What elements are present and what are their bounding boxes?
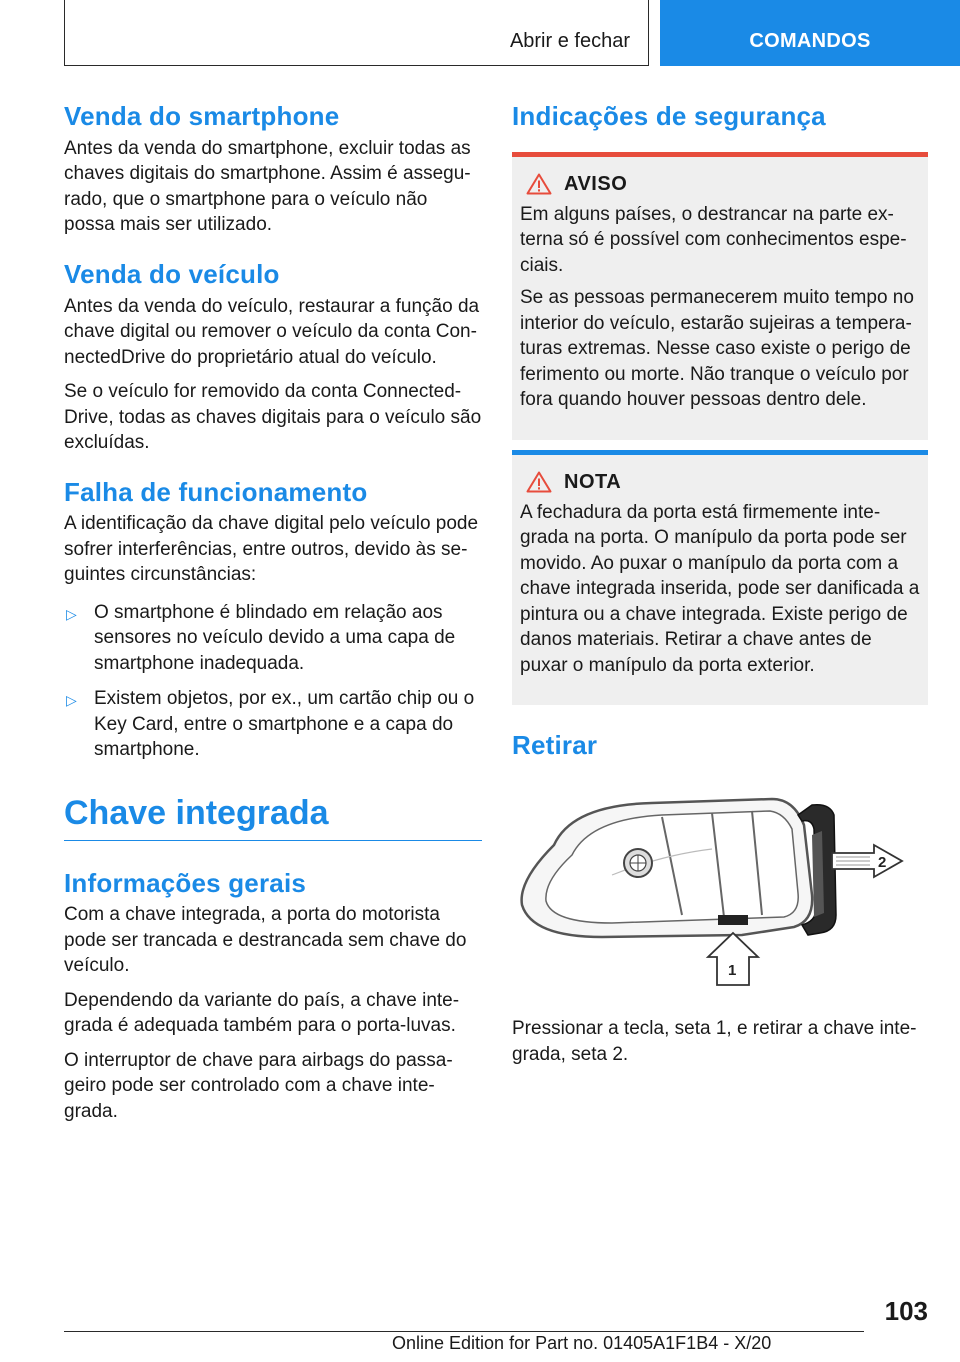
header-section-title: Abrir e fechar <box>509 30 630 52</box>
section-title-general-info: Informações gerais <box>64 867 307 898</box>
paragraph: Em alguns países, o destrancar na parte externa só é possível com conhecimentos especiais. <box>520 203 907 276</box>
chapter-title-integrated-key: Chave integrada <box>64 793 482 841</box>
warning-header <box>520 471 920 494</box>
paragraph: A fechadura da porta está firmemente integrada na porta. O manípulo da porta pode ser movido. Ao puxar o manípulo da porta com a chave integrada inserida, pode ser danificada a pintura ou a chave integrada. Existe perigo de danos materiais. Retirar a chave antes de puxar o manípulo da porta exterior. <box>520 501 920 676</box>
section-title-remove: Retirar <box>512 730 598 761</box>
section-title-safety: Indicações de segurança <box>512 101 826 131</box>
warning-box-nota <box>512 450 928 706</box>
paragraph: Dependendo da variante do país, a chave integrada é adequada também para o porta-luvas. <box>64 989 460 1037</box>
list-item <box>64 686 482 763</box>
warning-triangle-icon <box>526 471 552 493</box>
footer-edition-text: Online Edition for Part no. 01405A1F1B4 - X/20 <box>392 1333 772 1353</box>
warning-label: NOTA <box>564 470 622 493</box>
paragraph: Antes da venda do smartphone, excluir todas as chaves digitais do smartphone. Assim é assegurado, que o smartphone para o veículo não possa mais ser utilizado. <box>64 137 471 236</box>
warning-box-aviso <box>512 152 928 440</box>
key-removal-illustration <box>512 785 928 995</box>
release-button <box>718 915 748 925</box>
header-chapter-tab: COMANDOS <box>660 0 960 66</box>
warning-header <box>520 173 920 196</box>
section-title-malfunction: Falha de funcionamento <box>64 476 368 507</box>
page-number: 103 <box>884 1296 928 1326</box>
right-column <box>512 100 928 1076</box>
paragraph: Com a chave integrada, a porta do motorista pode ser trancada e destrancada sem chave do veículo. <box>64 904 467 977</box>
footer-divider <box>64 1331 864 1332</box>
triangle-bullet-icon: ▷ <box>66 605 77 622</box>
paragraph: Se as pessoas permanecerem muito tempo no interior do veículo, estarão sujeiras a temperaturas extremas. Nesse caso existe o perigo de ferimento ou morte. Não tranque o veículo por fora quando houver pessoas dentro dele. <box>520 287 914 411</box>
triangle-bullet-icon: ▷ <box>66 692 77 709</box>
header-box <box>64 0 649 66</box>
list-item-text: O smartphone é blindado em relação aos sensores no veículo devido a uma capa de smartphone inadequada. <box>94 601 456 674</box>
bullet-list <box>64 600 482 763</box>
warning-label: AVISO <box>564 172 628 195</box>
paragraph: Antes da venda do veículo, restaurar a função da chave digital ou remover o veículo da conta ConnectedDrive do proprietário atual do veículo. <box>64 295 480 368</box>
section-title-vehicle-sale: Venda do veículo <box>64 258 280 289</box>
list-item-text: Existem objetos, por ex., um cartão chip ou o Key Card, entre o smartphone e a capa do smartphone. <box>94 688 475 761</box>
figure-label-2: 2 <box>878 854 887 872</box>
list-item <box>64 600 482 677</box>
paragraph: Pressionar a tecla, seta 1, e retirar a chave integrada, seta 2. <box>512 1018 917 1065</box>
paragraph: A identificação da chave digital pelo veículo pode sofrer interferências, entre outros, devido às seguintes circunstâncias: <box>64 513 479 586</box>
figure-label-1: 1 <box>728 962 737 980</box>
paragraph: Se o veículo for removido da conta ConnectedDrive, todas as chaves digitais para o veículo são excluídas. <box>64 381 482 454</box>
section-title-smartphone-sale: Venda do smartphone <box>64 101 340 131</box>
warning-triangle-icon <box>526 173 552 195</box>
left-column <box>64 100 482 1133</box>
paragraph: O interruptor de chave para airbags do passageiro pode ser controlado com a chave integrada. <box>64 1049 453 1122</box>
